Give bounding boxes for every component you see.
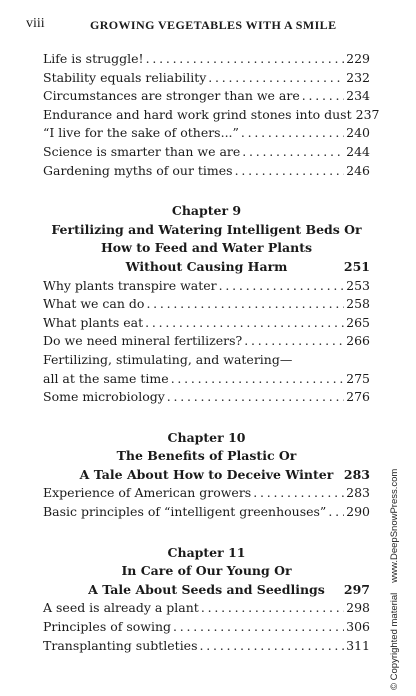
toc-entry: Stability equals reliability . . . 232 <box>43 69 370 88</box>
toc-entry: Principles of sowing . . . 306 <box>43 618 370 637</box>
chapter-title-line: Fertilizing and Watering Intelligent Beds Or <box>51 221 362 237</box>
toc-entry-continued: Fertilizing, stimulating, and watering— <box>43 351 293 367</box>
chapter-entries <box>43 277 370 407</box>
chapter-number: Chapter 9 <box>171 203 242 219</box>
toc-entry: A seed is already a plant . . . 298 <box>43 599 370 618</box>
toc-entry: Endurance and hard work grind stones into dust 237 <box>43 106 380 122</box>
copyright-text: © Copyrighted material <box>389 592 400 690</box>
chapter-number: Chapter 11 <box>167 544 246 560</box>
toc-section-top <box>43 50 380 180</box>
chapter-title-last-line: Without Causing Harm 251 <box>43 258 370 277</box>
website-url: www.DeepSnowPress.com <box>389 468 400 583</box>
chapter-number: Chapter 10 <box>167 429 246 445</box>
toc-entry: Do we need mineral fertilizers? . . . 266 <box>43 332 370 351</box>
page-header <box>26 16 356 34</box>
chapter-page: 283 <box>343 466 370 482</box>
toc-entry: Why plants transpire water . . . 253 <box>43 277 370 296</box>
chapter-heading <box>43 544 370 600</box>
toc-entry: What we can do . . . 258 <box>43 295 370 314</box>
toc-entry: “I live for the sake of others...” . . . 240 <box>43 124 370 143</box>
toc-entry: What plants eat . . . 265 <box>43 314 370 333</box>
toc-entry: Transplanting subtleties . . . 311 <box>43 637 370 656</box>
copyright-side-note <box>389 459 400 690</box>
toc-entry: Science is smarter than we are . . . 244 <box>43 143 370 162</box>
chapter-page: 297 <box>343 581 370 597</box>
toc-entry: Circumstances are stronger than we are . . . 234 <box>43 87 370 106</box>
toc-entry: Experience of American growers . . . 283 <box>43 484 370 503</box>
toc-entry: Life is struggle! . . . 229 <box>43 50 370 69</box>
chapter-title-line: The Benefits of Plastic Or <box>116 448 297 464</box>
toc-entry: Gardening myths of our times . . . 246 <box>43 162 370 181</box>
toc-entry: Some microbiology . . . 276 <box>43 388 370 407</box>
chapter-page: 251 <box>343 258 370 274</box>
toc-entry: Basic principles of “intelligent greenhouses” . . . 290 <box>43 503 370 522</box>
table-of-contents <box>43 50 380 655</box>
chapter-heading <box>43 429 370 485</box>
chapter-heading <box>43 202 370 276</box>
chapter-title-last-line: A Tale About Seeds and Seedlings 297 <box>43 581 370 600</box>
chapter-title-line: In Care of Our Young Or <box>121 563 292 579</box>
running-head: GROWING VEGETABLES WITH A SMILE <box>90 18 337 32</box>
chapter-title-last-line: A Tale About How to Deceive Winter 283 <box>43 466 370 485</box>
chapter-entries <box>43 599 370 655</box>
chapter-entries <box>43 484 370 521</box>
chapter-title-line: How to Feed and Water Plants <box>100 240 313 256</box>
page-number: viii <box>26 16 45 31</box>
toc-entry: all at the same time . . . 275 <box>43 370 370 389</box>
